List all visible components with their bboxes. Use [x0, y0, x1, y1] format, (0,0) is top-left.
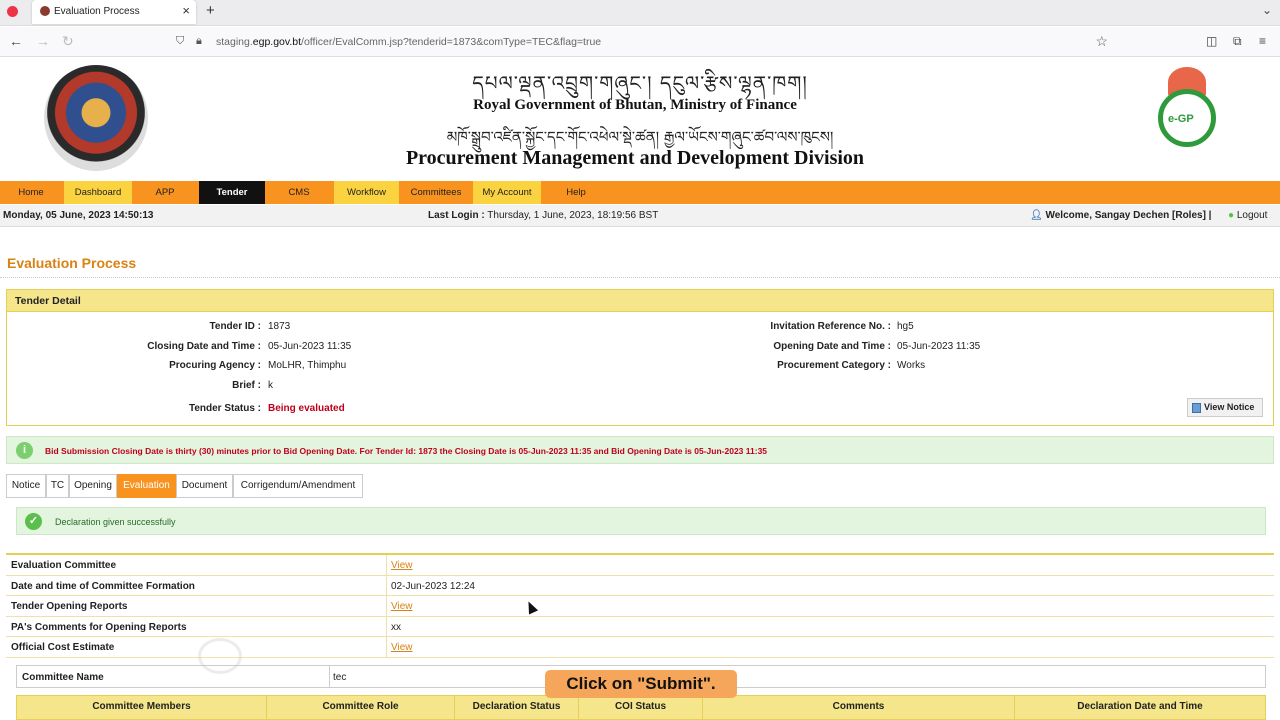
- last-login: Last Login : Thursday, 1 June, 2023, 18:19:56 BST: [428, 210, 659, 221]
- column-header: Committee Members: [17, 696, 267, 720]
- brief-label: Brief :: [232, 380, 261, 391]
- user-icon: 👤︎: [1030, 210, 1046, 221]
- table-row: [6, 576, 1274, 597]
- agency-value: MoLHR, Thimphu: [268, 360, 347, 371]
- column-header: Committee Role: [267, 696, 455, 720]
- instruction-caption: Click on "Submit".: [545, 670, 737, 698]
- back-icon[interactable]: ←: [9, 33, 23, 49]
- column-header: Declaration Date and Time: [1077, 701, 1203, 712]
- main-menu: [0, 181, 1280, 204]
- opening-date-label: Opening Date and Time :: [773, 341, 891, 352]
- tender-id-value: 1873: [268, 321, 291, 332]
- committee-name-label: Committee Name: [22, 672, 104, 683]
- row-value: 02-Jun-2023 12:24: [391, 580, 475, 592]
- tab-title: Evaluation Process: [54, 6, 140, 17]
- click-ring: [198, 638, 242, 674]
- firefox-icon: [7, 6, 18, 17]
- reload-icon[interactable]: ↻: [62, 33, 74, 49]
- closing-date-value: 05-Jun-2023 11:35: [268, 341, 352, 352]
- closing-date-label: Closing Date and Time :: [147, 341, 261, 352]
- page-title: Evaluation Process: [7, 255, 137, 271]
- menu-icon[interactable]: ≡: [1259, 34, 1267, 48]
- category-value: Works: [897, 360, 926, 371]
- row-label: PA's Comments for Opening Reports: [11, 621, 187, 633]
- tab-tc[interactable]: TC: [46, 474, 69, 498]
- bhutan-emblem-logo: [44, 65, 148, 171]
- government-title: Royal Government of Bhutan, Ministry of Finance: [473, 97, 797, 113]
- menu-committees[interactable]: Committees: [410, 187, 462, 198]
- column-header: Comments: [703, 696, 1015, 720]
- info-alert: [6, 436, 1274, 464]
- column-header: COI Status: [579, 696, 703, 720]
- site-banner: [0, 57, 1280, 181]
- invitation-value: hg5: [897, 321, 914, 332]
- lock-icon[interactable]: 🔒︎: [196, 35, 202, 47]
- cost-estimate-view-link[interactable]: View: [391, 642, 413, 653]
- menu-help[interactable]: Help: [566, 187, 586, 198]
- success-message: [16, 507, 1266, 535]
- pocket-icon[interactable]: ◫: [1206, 34, 1218, 48]
- new-tab-icon[interactable]: +: [206, 2, 215, 19]
- tender-status-value: Being evaluated: [268, 403, 345, 414]
- menu-cms[interactable]: CMS: [288, 187, 310, 198]
- browser-tab-bar: [0, 0, 1280, 26]
- menu-workflow[interactable]: Workflow: [334, 181, 399, 204]
- document-icon: [1192, 403, 1201, 413]
- shield-icon[interactable]: ⛉: [176, 35, 185, 47]
- menu-home[interactable]: Home: [18, 187, 44, 198]
- table-row: [6, 555, 1274, 576]
- column-header: Declaration Status: [455, 696, 579, 720]
- tab-notice[interactable]: Notice: [6, 474, 46, 498]
- alert-text: Bid Submission Closing Date is thirty (30) minutes prior to Bid Opening Date. For Tender Id: 1873 the Closing Date is 05-Jun-2023 11:35 and Bid Opening Date is 05-Jun-2023 11:35: [45, 446, 768, 456]
- egp-logo: e-GP: [1152, 65, 1224, 169]
- logout-icon: ●: [1228, 210, 1235, 221]
- extensions-icon[interactable]: ⧉: [1233, 34, 1242, 48]
- chevron-down-icon[interactable]: ⌄: [1261, 3, 1272, 17]
- browser-tab[interactable]: [32, 0, 196, 24]
- browser-nav-bar: [0, 27, 1280, 57]
- menu-app[interactable]: APP: [155, 187, 175, 198]
- invitation-label: Invitation Reference No. :: [770, 321, 891, 332]
- tab-close-icon[interactable]: ×: [182, 3, 190, 18]
- committee-members-header: [16, 695, 1266, 720]
- dzongkha-title-2: མཁོ་སྒྲུབ་འཛིན་སྐྱོང་དང་གོང་འཕེལ་སྡེ་ཚན། རྒྱལ་ཡོངས་གཞུང་ཚབ་ལས་ཁུངས།: [446, 128, 834, 146]
- row-label: Official Cost Estimate: [11, 642, 115, 653]
- success-text: Declaration given successfully: [55, 517, 176, 527]
- menu-my-account[interactable]: My Account: [473, 181, 541, 204]
- info-bar: [0, 205, 1280, 227]
- dzongkha-title-1: དཔལ་ལྡན་འབྲུག་གཞུང་། དངུལ་རྩིས་ལྷན་ཁག།: [472, 71, 808, 95]
- row-value: xx: [391, 621, 401, 633]
- brief-value: k: [268, 380, 273, 391]
- tender-id-label: Tender ID :: [209, 321, 261, 332]
- menu-tender[interactable]: Tender: [199, 181, 265, 204]
- row-label: Evaluation Committee: [11, 560, 117, 571]
- category-label: Procurement Category :: [777, 360, 891, 371]
- opening-date-value: 05-Jun-2023 11:35: [897, 341, 981, 352]
- tender-status-label: Tender Status :: [188, 403, 261, 414]
- info-icon: i: [16, 442, 33, 459]
- logout-link[interactable]: ● Logout: [1228, 210, 1268, 221]
- menu-dashboard[interactable]: Dashboard: [64, 181, 132, 204]
- tab-corrigendum[interactable]: Corrigendum/Amendment: [233, 474, 363, 498]
- evaluation-info-table: [6, 553, 1274, 658]
- division-title: Procurement Management and Development Division: [405, 147, 865, 169]
- tab-opening[interactable]: Opening: [69, 474, 117, 498]
- divider: [0, 277, 1280, 278]
- table-row: [6, 637, 1274, 658]
- bookmark-star-icon[interactable]: ☆: [1095, 33, 1108, 49]
- welcome-user[interactable]: 👤︎ Welcome, Sangay Dechen [Roles] |: [1030, 210, 1212, 221]
- table-row: [6, 596, 1274, 617]
- row-label: Date and time of Committee Formation: [11, 580, 195, 592]
- view-notice-button[interactable]: View Notice: [1187, 398, 1263, 417]
- opening-reports-view-link[interactable]: View: [391, 601, 413, 612]
- tender-detail-panel: [6, 289, 1274, 426]
- evaluation-committee-view-link[interactable]: View: [391, 560, 413, 571]
- committee-name-value: tec: [333, 672, 347, 683]
- agency-label: Procuring Agency :: [169, 360, 261, 371]
- url-bar[interactable]: [168, 30, 1114, 54]
- row-label: Tender Opening Reports: [11, 601, 128, 612]
- table-row: [6, 617, 1274, 638]
- tender-detail-header: Tender Detail: [7, 290, 1273, 312]
- tab-document[interactable]: Document: [176, 474, 233, 498]
- check-icon: ✓: [25, 513, 42, 530]
- current-date: Monday, 05 June, 2023 14:50:13: [3, 210, 154, 221]
- favicon-icon: [40, 6, 50, 16]
- url-text[interactable]: staging.egp.gov.bt/officer/EvalComm.jsp?tenderid=1873&comType=TEC&flag=true: [216, 36, 602, 48]
- forward-icon[interactable]: →: [36, 33, 50, 49]
- tab-evaluation[interactable]: Evaluation: [117, 474, 176, 498]
